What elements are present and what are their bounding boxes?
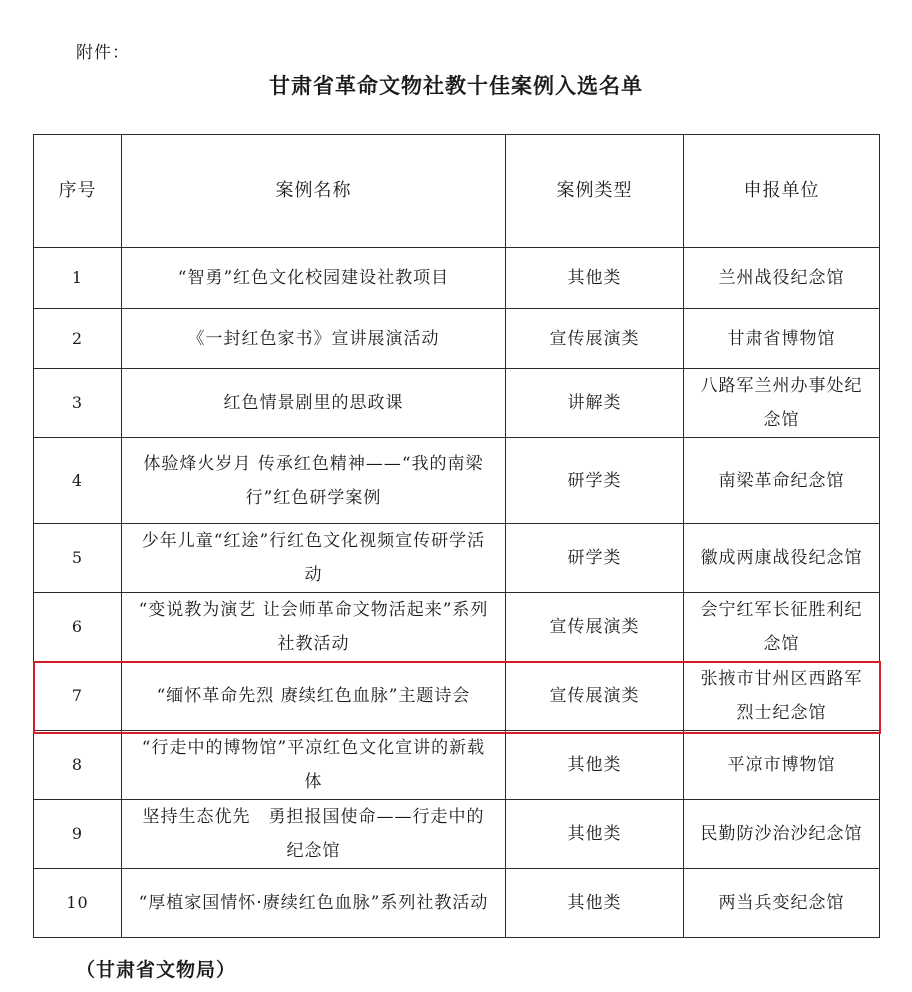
row-index: 3 — [34, 369, 122, 438]
row-unit: 张掖市甘州区西路军烈士纪念馆 — [684, 662, 880, 731]
row-case-type: 研学类 — [506, 438, 684, 524]
page-title: 甘肃省革命文物社教十佳案例入选名单 — [269, 74, 643, 98]
row-case-type: 其他类 — [506, 800, 684, 869]
row-index: 5 — [34, 524, 122, 593]
table-header-row — [34, 135, 880, 248]
row-case-name: “智勇”红色文化校园建设社教项目 — [122, 248, 506, 309]
row-case-type: 其他类 — [506, 248, 684, 309]
table-row — [34, 800, 880, 869]
table-row — [34, 438, 880, 524]
selection-table — [33, 134, 880, 938]
row-case-type: 宣传展演类 — [506, 593, 684, 662]
column-header-unit: 申报单位 — [684, 135, 880, 248]
row-case-name: 《一封红色家书》宣讲展演活动 — [122, 309, 506, 369]
row-index: 4 — [34, 438, 122, 524]
row-index: 6 — [34, 593, 122, 662]
source-credit: （甘肃省文物局） — [76, 959, 237, 981]
row-case-type: 宣传展演类 — [506, 662, 684, 731]
table-row — [34, 309, 880, 369]
row-unit: 甘肃省博物馆 — [684, 309, 880, 369]
row-index: 7 — [34, 662, 122, 731]
row-case-name: 体验烽火岁月 传承红色精神——“我的南梁行”红色研学案例 — [122, 438, 506, 524]
row-case-name: “厚植家国情怀·赓续红色血脉”系列社教活动 — [122, 869, 506, 938]
column-header-type: 案例类型 — [506, 135, 684, 248]
row-case-type: 研学类 — [506, 524, 684, 593]
row-case-name: “行走中的博物馆”平凉红色文化宣讲的新载体 — [122, 731, 506, 800]
row-unit: 平凉市博物馆 — [684, 731, 880, 800]
row-index: 8 — [34, 731, 122, 800]
row-case-name: “变说教为演艺 让会师革命文物活起来”系列社教活动 — [122, 593, 506, 662]
row-case-name: 坚持生态优先 勇担报国使命——行走中的纪念馆 — [122, 800, 506, 869]
table-row — [34, 524, 880, 593]
row-case-type: 讲解类 — [506, 369, 684, 438]
row-case-name: 红色情景剧里的思政课 — [122, 369, 506, 438]
attachment-label: 附件： — [76, 43, 130, 63]
table-row-highlighted — [34, 662, 880, 731]
row-index: 2 — [34, 309, 122, 369]
table-row — [34, 731, 880, 800]
row-case-type: 宣传展演类 — [506, 309, 684, 369]
row-index: 9 — [34, 800, 122, 869]
row-case-name: 少年儿童“红途”行红色文化视频宣传研学活动 — [122, 524, 506, 593]
row-index: 10 — [34, 869, 122, 938]
row-unit: 民勤防沙治沙纪念馆 — [684, 800, 880, 869]
row-unit: 徽成两康战役纪念馆 — [684, 524, 880, 593]
column-header-name: 案例名称 — [122, 135, 506, 248]
row-unit: 两当兵变纪念馆 — [684, 869, 880, 938]
row-case-type: 其他类 — [506, 869, 684, 938]
row-unit: 南梁革命纪念馆 — [684, 438, 880, 524]
row-case-name: “缅怀革命先烈 赓续红色血脉”主题诗会 — [122, 662, 506, 731]
row-unit: 八路军兰州办事处纪念馆 — [684, 369, 880, 438]
row-case-type: 其他类 — [506, 731, 684, 800]
column-header-index: 序号 — [34, 135, 122, 248]
table-row — [34, 369, 880, 438]
table-row — [34, 248, 880, 309]
table-row — [34, 869, 880, 938]
row-unit: 会宁红军长征胜利纪念馆 — [684, 593, 880, 662]
row-unit: 兰州战役纪念馆 — [684, 248, 880, 309]
row-index: 1 — [34, 248, 122, 309]
table-row — [34, 593, 880, 662]
